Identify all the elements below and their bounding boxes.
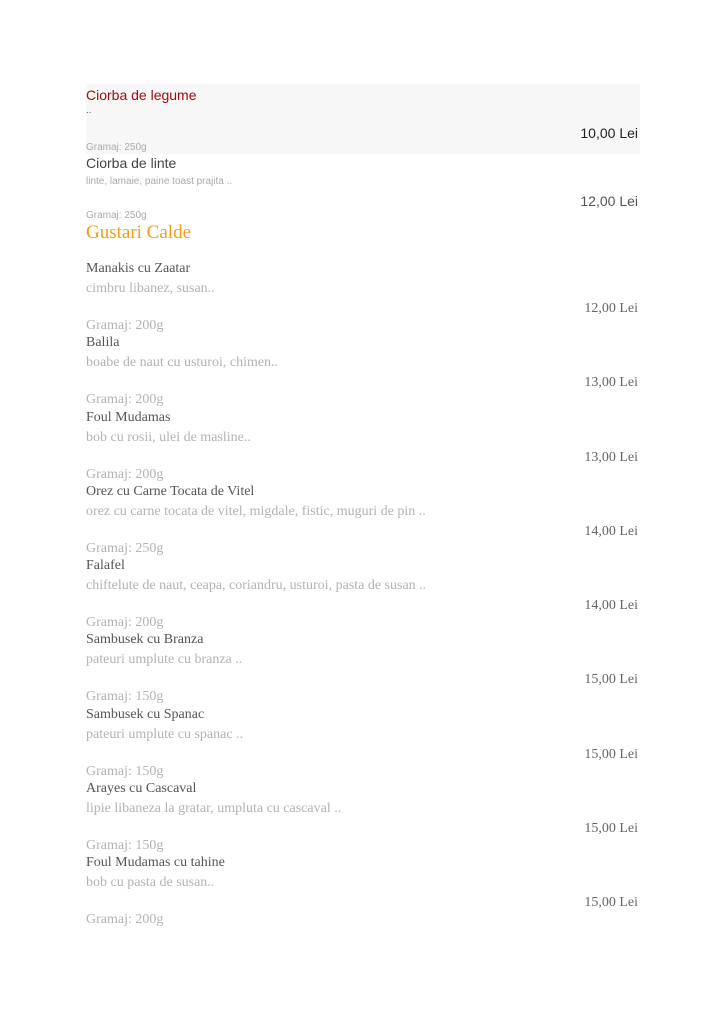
menu-item <box>86 334 640 408</box>
item-price: 12,00 Lei <box>580 193 638 209</box>
item-price: 15,00 Lei <box>584 746 638 762</box>
menu-item <box>86 260 640 334</box>
menu-item <box>86 631 640 705</box>
menu-item <box>86 483 640 557</box>
item-description: orez cu carne tocata de vitel, migdale, fistic, muguri de pin .. <box>86 503 426 519</box>
menu-item <box>86 409 640 483</box>
section-title: Gustari Calde <box>86 222 192 243</box>
item-weight: Gramaj: 200g <box>86 392 164 408</box>
item-price: 15,00 Lei <box>584 672 638 688</box>
item-description: linte, lamaie, paine toast prajita .. <box>86 176 233 187</box>
item-weight: Gramaj: 150g <box>86 838 164 854</box>
item-name: Falafel <box>86 558 125 574</box>
item-weight: Gramaj: 200g <box>86 912 164 928</box>
item-weight: Gramaj: 200g <box>86 615 164 631</box>
item-name: Orez cu Carne Tocata de Vitel <box>86 483 255 499</box>
menu-item-ciorba-de-linte <box>86 154 640 222</box>
item-description: lipie libaneza la gratar, umpluta cu cascaval .. <box>86 801 342 817</box>
item-name: Sambusek cu Spanac <box>86 706 205 722</box>
item-weight: Gramaj: 250g <box>86 540 164 556</box>
item-description: bob cu rosii, ulei de masline.. <box>86 429 251 445</box>
menu-item-ciorba-de-legume <box>86 84 640 154</box>
item-weight: Gramaj: 150g <box>86 689 164 705</box>
item-name: Ciorba de legume <box>86 87 197 103</box>
item-description: boabe de naut cu usturoi, chimen.. <box>86 355 279 371</box>
item-weight: Gramaj: 150g <box>86 763 164 779</box>
item-price: 15,00 Lei <box>584 821 638 837</box>
menu-item <box>86 780 640 854</box>
item-weight: Gramaj: 200g <box>86 318 164 333</box>
item-name: Sambusek cu Branza <box>86 632 204 648</box>
item-description: chiftelute de naut, ceapa, coriandru, usturoi, pasta de susan .. <box>86 578 427 594</box>
item-name: Manakis cu Zaatar <box>86 261 191 276</box>
menu-item <box>86 706 640 780</box>
menu-page <box>86 84 640 929</box>
item-price: 14,00 Lei <box>584 598 638 614</box>
item-weight: Gramaj: 250g <box>86 142 147 153</box>
item-description: .. <box>86 105 92 116</box>
menu-item <box>86 557 640 631</box>
item-price: 13,00 Lei <box>584 375 638 391</box>
item-price: 14,00 Lei <box>584 523 638 539</box>
item-weight: Gramaj: 200g <box>86 466 164 482</box>
item-price: 15,00 Lei <box>584 895 638 911</box>
item-weight: Gramaj: 250g <box>86 210 147 221</box>
item-name: Ciorba de linte <box>86 155 177 171</box>
item-description: pateuri umplute cu spanac .. <box>86 726 244 742</box>
item-name: Balila <box>86 335 120 351</box>
item-price: 10,00 Lei <box>580 125 638 141</box>
item-name: Foul Mudamas cu tahine <box>86 855 225 871</box>
item-description: cimbru libanez, susan.. <box>86 281 215 296</box>
item-name: Arayes cu Cascaval <box>86 781 197 797</box>
item-description: bob cu pasta de susan.. <box>86 875 215 891</box>
item-name: Foul Mudamas <box>86 409 171 425</box>
menu-item-list <box>86 260 640 929</box>
menu-item <box>86 854 640 928</box>
item-price: 13,00 Lei <box>584 449 638 465</box>
item-description: pateuri umplute cu branza .. <box>86 652 243 668</box>
item-price: 12,00 Lei <box>584 301 638 316</box>
